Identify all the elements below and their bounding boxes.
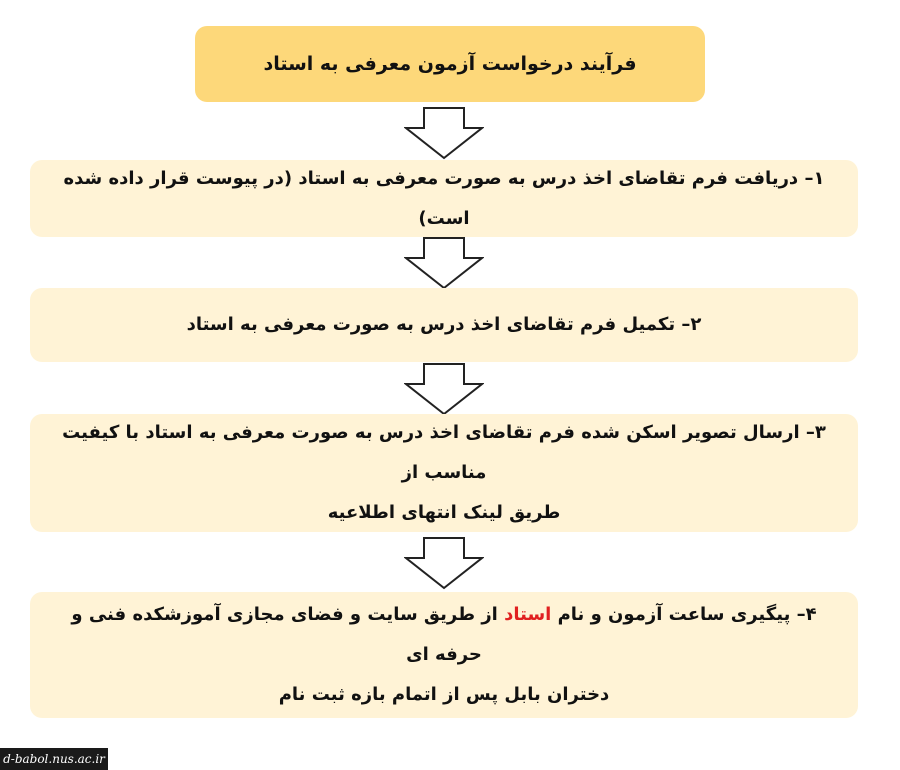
- step-4-text-start: ۴– پیگیری ساعت آزمون و نام: [551, 604, 817, 625]
- process-title: فرآیند درخواست آزمون معرفی به استاد: [195, 26, 705, 102]
- step-3: [30, 414, 858, 532]
- step-4-text-end: از طریق سایت و فضای مجازی آموزشکده فنی و حرفه ای: [71, 604, 505, 665]
- arrow-down-icon: [404, 106, 484, 160]
- step-3-line-2: طریق لینک انتهای اطلاعیه: [327, 502, 561, 523]
- step-4-line-1: [52, 595, 836, 675]
- arrow-down-icon: [404, 236, 484, 290]
- step-1: [30, 160, 858, 237]
- arrow-down-icon: [404, 362, 484, 416]
- step-3-line-1: ۳– ارسال تصویر اسکن شده فرم تقاضای اخذ درس به صورت معرفی به استاد با کیفیت مناسب از: [62, 422, 826, 483]
- step-4-highlight: استاد: [504, 604, 552, 625]
- step-2: [30, 288, 858, 362]
- site-watermark: d-babol.nus.ac.ir: [0, 748, 108, 770]
- arrow-down-icon: [404, 536, 484, 590]
- step-4: [30, 592, 858, 718]
- step-2-text: ۲– تکمیل فرم تقاضای اخذ درس به صورت معرفی به استاد: [186, 314, 702, 335]
- step-1-text: ۱– دریافت فرم تقاضای اخذ درس به صورت معرفی به استاد (در پیوست قرار داده شده است): [63, 167, 825, 229]
- step-4-line-2: دختران بابل پس از اتمام بازه ثبت نام: [278, 684, 610, 705]
